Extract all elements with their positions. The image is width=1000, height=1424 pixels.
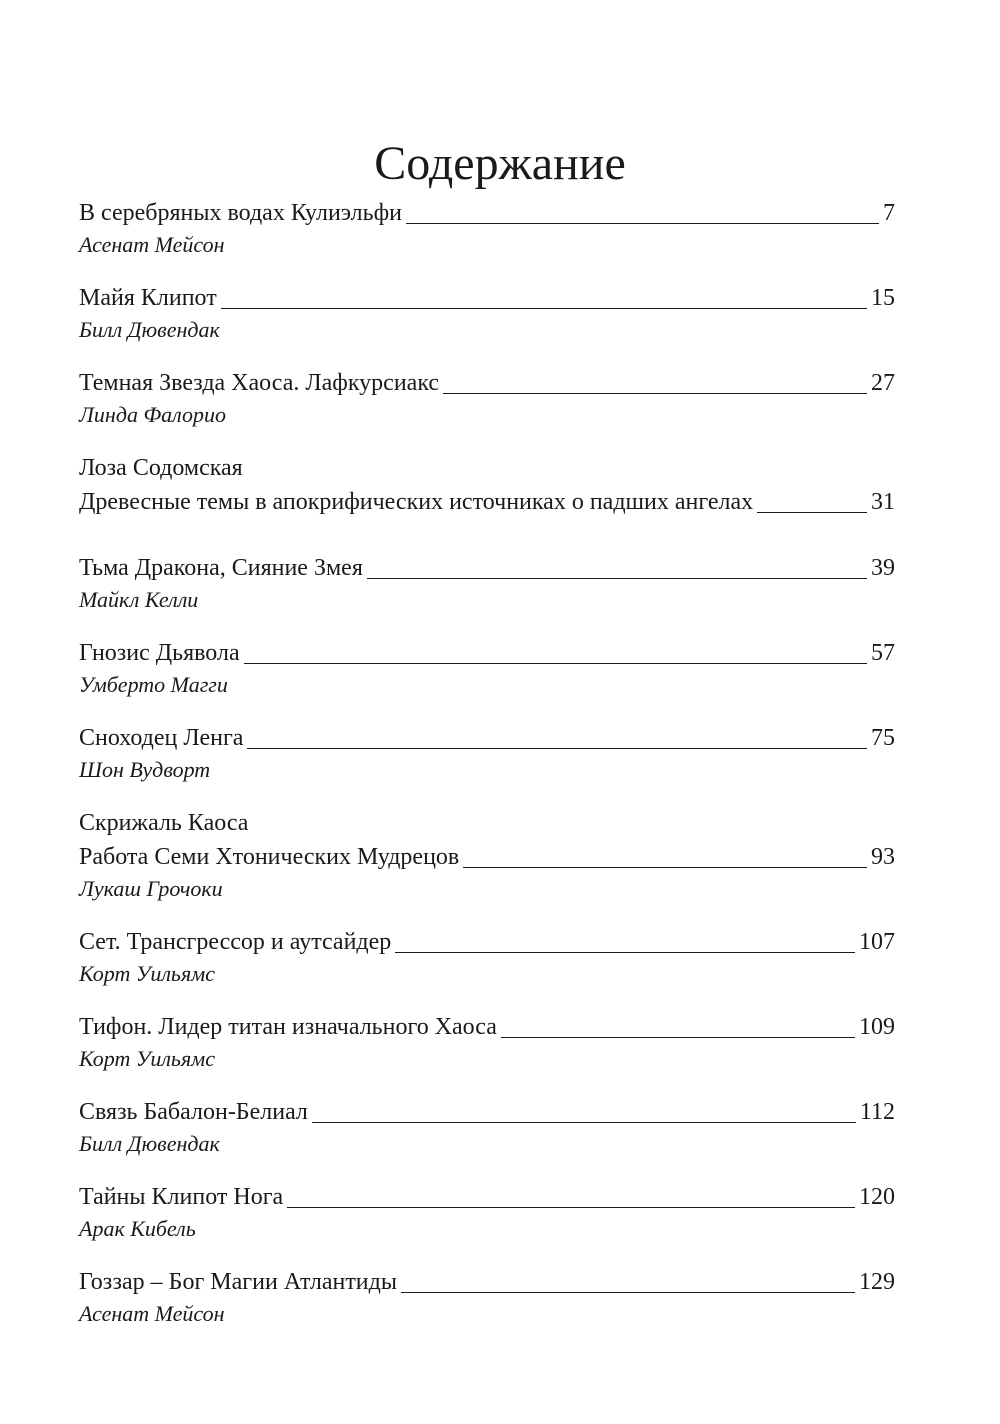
toc-title: Майя Клипот	[79, 285, 217, 311]
toc-page-number: 39	[871, 555, 895, 581]
toc-leader-line	[395, 951, 855, 953]
toc-entry	[79, 721, 895, 789]
toc-entry	[79, 1180, 895, 1248]
toc-leader-line	[247, 747, 867, 749]
toc-title: Гнозис Дьявола	[79, 640, 240, 666]
toc-leader-line	[221, 307, 867, 309]
toc-title-line	[79, 925, 895, 959]
toc-entry	[79, 281, 895, 349]
toc-entry	[79, 1095, 895, 1163]
toc-author: Умберто Магги	[79, 672, 228, 697]
toc-title-line	[79, 196, 895, 230]
toc-page-number: 93	[871, 844, 895, 870]
toc-entry	[79, 366, 895, 434]
toc-entry	[79, 551, 895, 619]
toc-entry	[79, 196, 895, 264]
toc-entry	[79, 925, 895, 993]
toc-page-number: 120	[859, 1184, 895, 1210]
toc-author: Арак Кибель	[79, 1216, 196, 1241]
toc-entry	[79, 451, 895, 519]
toc-author: Билл Дювендак	[79, 317, 220, 342]
toc-page-number: 57	[871, 640, 895, 666]
toc-page-number: 15	[871, 285, 895, 311]
toc-title: Сноходец Ленга	[79, 725, 244, 751]
toc-author: Корт Уильямс	[79, 1046, 215, 1071]
toc-author: Шон Вудворт	[79, 757, 211, 782]
toc-page-number: 75	[871, 725, 895, 751]
toc-leader-line	[463, 866, 867, 868]
toc-title-line	[79, 485, 895, 519]
toc-leader-line	[401, 1291, 855, 1293]
toc-title-line	[79, 721, 895, 755]
toc-title: Тайны Клипот Нога	[79, 1184, 284, 1210]
toc-author: Асенат Мейсон	[79, 232, 225, 257]
toc-author: Лукаш Грочоки	[79, 876, 223, 901]
toc-title: В серебряных водах Кулиэльфи	[79, 200, 402, 226]
toc-title-line-upper	[79, 806, 895, 840]
toc-leader-line	[367, 577, 867, 579]
toc-title-line	[79, 1095, 895, 1129]
page-title: Содержание	[374, 137, 626, 191]
toc-author: Асенат Мейсон	[79, 1301, 225, 1326]
toc-page-number: 7	[883, 200, 895, 226]
toc-page-number: 112	[859, 1099, 895, 1125]
toc-entry	[79, 806, 895, 908]
table-of-contents	[79, 196, 895, 1333]
toc-title-line	[79, 551, 895, 585]
toc-leader-line	[501, 1036, 855, 1038]
toc-title-line	[79, 636, 895, 670]
toc-title: Лоза Содомская	[79, 455, 243, 481]
toc-entry	[79, 1010, 895, 1078]
toc-title-line	[79, 1010, 895, 1044]
toc-entry	[79, 636, 895, 704]
toc-title: Древесные темы в апокрифических источниках о падших ангелах	[79, 489, 754, 515]
toc-leader-line	[443, 392, 867, 394]
toc-title: Тьма Дракона, Сияние Змея	[79, 555, 363, 581]
toc-title: Связь Бабалон-Белиал	[79, 1099, 308, 1125]
toc-title-line	[79, 366, 895, 400]
toc-title: Гоззар – Бог Магии Атлантиды	[79, 1269, 397, 1295]
toc-page-number: 109	[859, 1014, 895, 1040]
toc-title: Темная Звезда Хаоса. Лафкурсиакс	[79, 370, 440, 396]
toc-title: Тифон. Лидер титан изначального Хаоса	[79, 1014, 497, 1040]
toc-page-number: 31	[871, 489, 895, 515]
toc-entry	[79, 1265, 895, 1333]
toc-leader-line	[312, 1121, 856, 1123]
toc-title: Работа Семи Хтонических Мудрецов	[79, 844, 460, 870]
toc-page-number: 107	[859, 929, 895, 955]
toc-title-line	[79, 840, 895, 874]
toc-page-number: 129	[859, 1269, 895, 1295]
toc-title: Скрижаль Каоса	[79, 810, 249, 836]
toc-page-number: 27	[871, 370, 895, 396]
toc-leader-line	[757, 511, 867, 513]
toc-title: Сет. Трансгрессор и аутсайдер	[79, 929, 392, 955]
toc-author: Линда Фалорио	[79, 402, 226, 427]
toc-author: Билл Дювендак	[79, 1131, 220, 1156]
toc-title-line	[79, 1180, 895, 1214]
toc-leader-line	[244, 662, 867, 664]
toc-title-line	[79, 281, 895, 315]
toc-title-line-upper	[79, 451, 895, 485]
toc-title-line	[79, 1265, 895, 1299]
toc-leader-line	[406, 222, 879, 224]
toc-author: Корт Уильямс	[79, 961, 215, 986]
toc-author: Майкл Келли	[79, 587, 199, 612]
toc-leader-line	[287, 1206, 855, 1208]
